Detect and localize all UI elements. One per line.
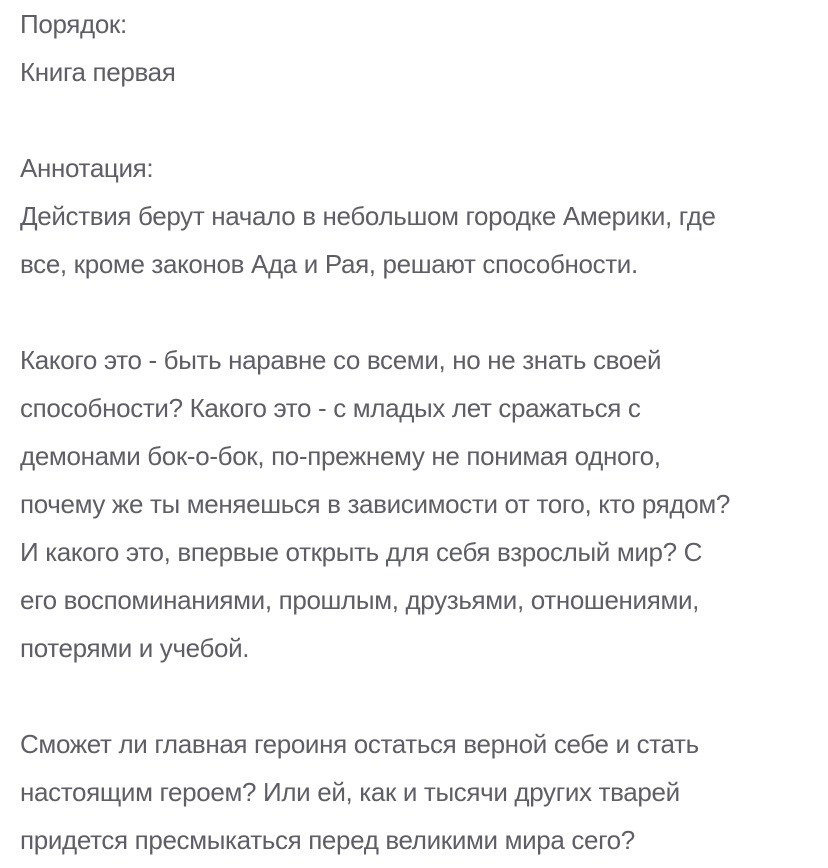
annotation-paragraph-3	[20, 720, 820, 864]
order-section	[20, 0, 820, 96]
paragraph-line: демонами бок-о-бок, по-прежнему не понимая одного,	[20, 441, 661, 471]
section-spacer	[20, 96, 820, 144]
paragraph-line: И какого это, впервые открыть для себя взрослый мир? С	[20, 537, 703, 567]
order-label: Порядок:	[20, 9, 127, 39]
paragraph-line: Действия берут начало в небольшом городке Америки, где	[20, 201, 716, 231]
paragraph-line: настоящим героем? Или ей, как и тысячи других тварей	[20, 777, 680, 807]
paragraph-spacer	[20, 672, 820, 720]
paragraph-line: способности? Какого это - с младых лет сражаться с	[20, 393, 641, 423]
annotation-paragraph-2	[20, 336, 820, 672]
book-description	[20, 0, 820, 864]
annotation-paragraph-1	[20, 192, 820, 288]
paragraph-line: придется пресмыкаться перед великими мира сего?	[20, 825, 635, 855]
paragraph-spacer	[20, 288, 820, 336]
order-value: Книга первая	[20, 57, 176, 87]
paragraph-line: его воспоминаниями, прошлым, друзьями, отношениями,	[20, 585, 700, 615]
annotation-section	[20, 144, 820, 864]
paragraph-line: Какого это - быть наравне со всеми, но не знать своей	[20, 345, 662, 375]
annotation-label: Аннотация:	[20, 153, 154, 183]
paragraph-line: почему же ты меняешься в зависимости от того, кто рядом?	[20, 489, 730, 519]
paragraph-line: потерями и учебой.	[20, 633, 250, 663]
paragraph-line: все, кроме законов Ада и Рая, решают способности.	[20, 249, 638, 279]
paragraph-line: Сможет ли главная героиня остаться верной себе и стать	[20, 729, 699, 759]
